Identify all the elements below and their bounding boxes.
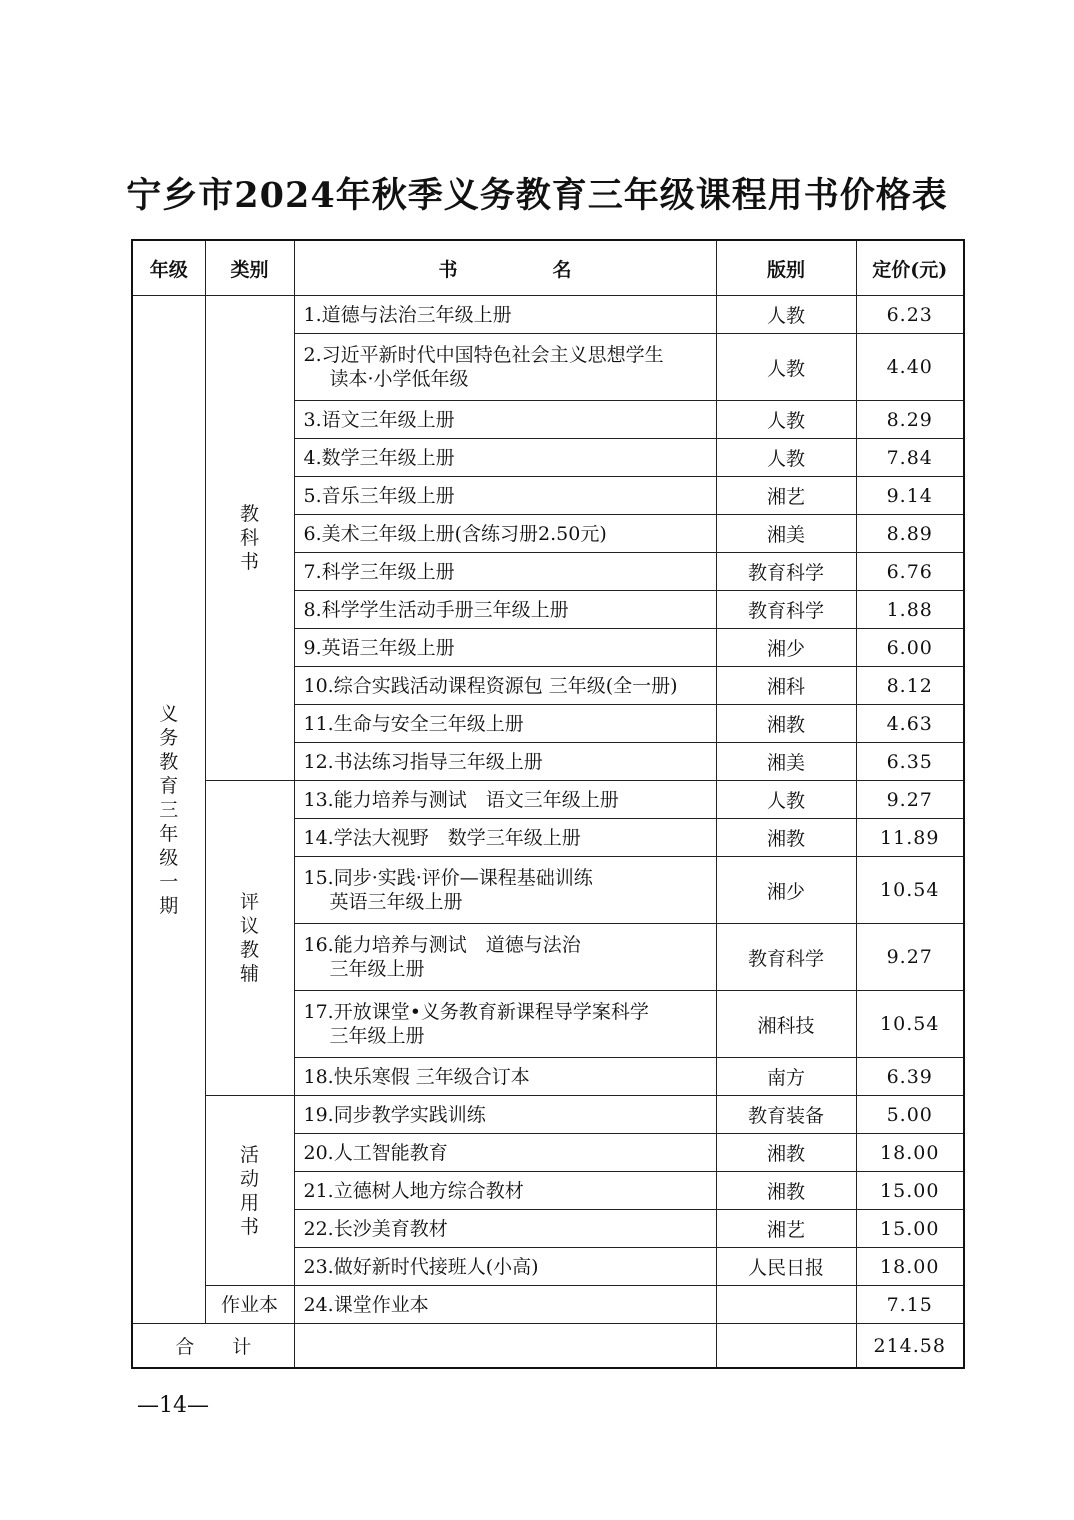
book-name: 9.英语三年级上册 [303,636,455,659]
category-cell-textbook [205,296,294,781]
category-cell-workbook-label: 作业本 [220,1293,278,1316]
book-name-cell [294,1286,716,1324]
total-label: 合 计 [132,1324,294,1369]
price-cell: 6.35 [856,743,964,781]
price-cell: 9.27 [856,781,964,819]
book-name: 16.能力培养与测试 道德与法治 [303,934,581,956]
price-cell: 8.89 [856,515,964,553]
price-cell: 7.15 [856,1286,964,1324]
book-name-cell [294,401,716,439]
book-name: 14.学法大视野 数学三年级上册 [303,826,581,849]
table-row [132,1286,964,1324]
table-header-row [132,240,964,296]
edition-cell: 南方 [716,1058,856,1096]
page-title: 宁乡市2024年秋季义务教育三年级课程用书价格表 [126,175,948,216]
edition-cell: 教育科学 [716,553,856,591]
edition-cell: 湘少 [716,629,856,667]
book-name-cell [294,296,716,334]
book-name-cell [294,1210,716,1248]
grade-cell [132,296,205,1324]
edition-cell: 湘少 [716,857,856,924]
book-name-cell [294,924,716,991]
price-cell: 6.00 [856,629,964,667]
edition-cell: 湘美 [716,515,856,553]
header-edition: 版别 [716,240,856,296]
edition-cell: 湘教 [716,1134,856,1172]
book-name: 24.课堂作业本 [303,1293,429,1316]
book-name-cell [294,743,716,781]
header-book-name: 书 名 [294,240,716,296]
price-cell: 5.00 [856,1096,964,1134]
price-cell: 15.00 [856,1172,964,1210]
total-price: 214.58 [856,1324,964,1369]
book-name: 6.美术三年级上册(含练习册2.50元) [303,522,607,545]
header-grade: 年级 [132,240,205,296]
price-cell: 8.29 [856,401,964,439]
book-name-cell [294,477,716,515]
price-table [131,239,965,1369]
book-name-cell [294,781,716,819]
price-cell: 18.00 [856,1248,964,1286]
book-name: 2.习近平新时代中国特色社会主义思想学生 [303,344,664,366]
price-cell: 1.88 [856,591,964,629]
edition-cell [716,1286,856,1324]
book-name-cell [294,819,716,857]
book-name: 11.生命与安全三年级上册 [303,712,524,735]
category-cell-activity [205,1096,294,1286]
book-name: 23.做好新时代接班人(小高) [303,1255,539,1278]
category-cell-activity-label: 活动用书 [240,1143,260,1238]
table-row [132,781,964,819]
edition-cell: 湘教 [716,819,856,857]
book-name: 1.道德与法治三年级上册 [303,303,512,326]
book-name-cell [294,439,716,477]
book-name-line2: 三年级上册 [329,958,425,980]
book-name: 17.开放课堂•义务教育新课程导学案科学 [303,1001,649,1023]
book-name: 3.语文三年级上册 [303,408,455,431]
book-name-cell [294,1172,716,1210]
book-name-cell [294,1134,716,1172]
book-name-cell [294,667,716,705]
category-cell-workbook [205,1286,294,1324]
book-name-cell [294,1096,716,1134]
book-name-cell [294,991,716,1058]
table-row [132,1096,964,1134]
category-cell-review [205,781,294,1096]
price-cell: 9.27 [856,924,964,991]
book-name-cell [294,1248,716,1286]
edition-cell: 湘科 [716,667,856,705]
edition-cell: 人教 [716,401,856,439]
book-name-cell [294,515,716,553]
edition-cell: 人民日报 [716,1248,856,1286]
edition-cell: 湘科技 [716,991,856,1058]
book-name: 8.科学学生活动手册三年级上册 [303,598,569,621]
page-number: —14— [137,1393,209,1418]
book-name-cell [294,857,716,924]
header-category: 类别 [205,240,294,296]
category-cell-review-label: 评议教辅 [240,891,260,985]
edition-cell: 教育科学 [716,591,856,629]
book-name: 20.人工智能教育 [303,1141,448,1164]
category-cell-textbook-label: 教科书 [240,503,260,573]
edition-cell: 湘教 [716,1172,856,1210]
grade-cell-label: 义务教育三年级一期 [159,702,179,917]
book-name: 10.综合实践活动课程资源包 三年级(全一册) [303,674,678,697]
header-price: 定价(元) [856,240,964,296]
edition-cell: 湘艺 [716,477,856,515]
edition-cell: 湘教 [716,705,856,743]
book-name: 15.同步·实践·评价—课程基础训练 [303,867,593,889]
total-empty-edition [716,1324,856,1369]
table-row [132,296,964,334]
price-cell: 8.12 [856,667,964,705]
book-name: 4.数学三年级上册 [303,446,455,469]
price-cell: 9.14 [856,477,964,515]
book-name: 12.书法练习指导三年级上册 [303,750,543,773]
total-row [132,1324,964,1369]
book-name: 18.快乐寒假 三年级合订本 [303,1065,530,1088]
book-name-line2: 读本·小学低年级 [329,368,469,390]
edition-cell: 湘艺 [716,1210,856,1248]
price-cell: 4.63 [856,705,964,743]
book-name-cell [294,334,716,401]
price-cell: 15.00 [856,1210,964,1248]
book-name: 19.同步教学实践训练 [303,1103,486,1126]
price-cell: 6.39 [856,1058,964,1096]
price-cell: 7.84 [856,439,964,477]
book-name: 22.长沙美育教材 [303,1217,448,1240]
book-name: 5.音乐三年级上册 [303,484,455,507]
book-name: 13.能力培养与测试 语文三年级上册 [303,788,619,811]
edition-cell: 教育科学 [716,924,856,991]
edition-cell: 人教 [716,781,856,819]
book-name-cell [294,705,716,743]
edition-cell: 人教 [716,439,856,477]
book-name-cell [294,1058,716,1096]
edition-cell: 湘美 [716,743,856,781]
price-cell: 18.00 [856,1134,964,1172]
total-empty-name [294,1324,716,1369]
book-name-cell [294,629,716,667]
price-cell: 10.54 [856,857,964,924]
book-name-line2: 三年级上册 [329,1025,425,1047]
price-cell: 6.76 [856,553,964,591]
book-name-cell [294,591,716,629]
book-name-line2: 英语三年级上册 [329,891,463,913]
edition-cell: 人教 [716,296,856,334]
price-cell: 11.89 [856,819,964,857]
price-cell: 10.54 [856,991,964,1058]
edition-cell: 人教 [716,334,856,401]
book-name-cell [294,553,716,591]
book-name: 21.立德树人地方综合教材 [303,1179,524,1202]
price-cell: 6.23 [856,296,964,334]
price-cell: 4.40 [856,334,964,401]
edition-cell: 教育装备 [716,1096,856,1134]
book-name: 7.科学三年级上册 [303,560,455,583]
